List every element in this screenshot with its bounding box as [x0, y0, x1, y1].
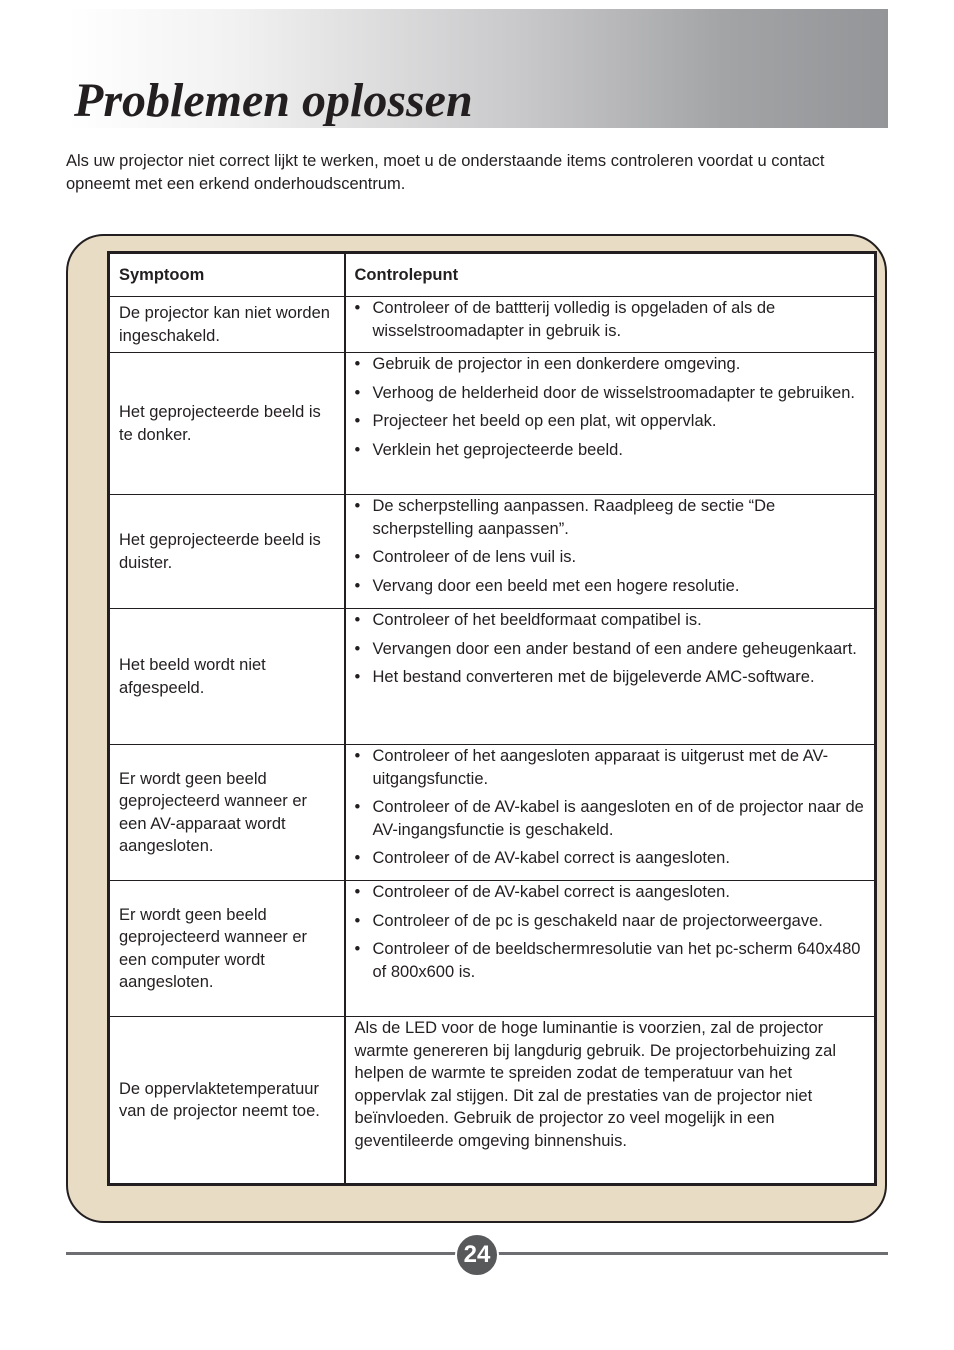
checkpoint-item: • Projecteer het beeld op een plat, wit oppervlak. — [355, 410, 866, 433]
checkpoint-item: • Gebruik de projector in een donkerdere omgeving. — [355, 353, 866, 376]
symptom-cell: De oppervlaktetemperatuur van de projector neemt toe. — [109, 1017, 345, 1185]
symptom-cell: Het geprojecteerde beeld is te donker. — [109, 353, 345, 495]
checkpoint-item: • Verklein het geprojecteerde beeld. — [355, 439, 866, 462]
checkpoint-item: • Controleer of de AV-kabel correct is aangesloten. — [355, 881, 866, 904]
table-row — [109, 297, 876, 353]
table-header-row — [109, 253, 876, 297]
checkpoint-cell — [345, 609, 876, 745]
symptom-cell: Het geprojecteerde beeld is duister. — [109, 495, 345, 609]
checkpoint-item: • Verhoog de helderheid door de wisselstroomadapter te gebruiken. — [355, 382, 866, 405]
page-number-badge: 24 — [455, 1233, 499, 1277]
intro-paragraph: Als uw projector niet correct lijkt te werken, moet u de onderstaande items controleren voordat u contact opneemt met een erkend onderhoudscentrum. — [66, 152, 825, 193]
table-row — [109, 353, 876, 495]
checkpoint-cell — [345, 745, 876, 881]
checkpoint-item: • Controleer of de AV-kabel is aangesloten en of de projector naar de AV-ingangsfunctie is geschakeld. — [355, 796, 866, 841]
symptom-cell: Het beeld wordt niet afgespeeld. — [109, 609, 345, 745]
troubleshooting-table — [107, 251, 877, 1186]
symptom-cell: Er wordt geen beeld geprojecteerd wanneer er een computer wordt aangesloten. — [109, 881, 345, 1017]
page-title: Problemen oplossen — [74, 74, 473, 127]
table-row — [109, 495, 876, 609]
symptom-cell: De projector kan niet worden ingeschakeld. — [109, 297, 345, 353]
checkpoint-item: • Controleer of de lens vuil is. — [355, 546, 866, 569]
checkpoint-cell — [345, 495, 876, 609]
checkpoint-cell — [345, 353, 876, 495]
checkpoint-cell — [345, 297, 876, 353]
table-row — [109, 609, 876, 745]
checkpoint-item: • Het bestand converteren met de bijgeleverde AMC-software. — [355, 666, 866, 689]
checkpoint-item: • Controleer of de beeldschermresolutie van het pc-scherm 640x480 of 800x600 is. — [355, 938, 866, 983]
checkpoint-cell — [345, 881, 876, 1017]
checkpoint-item: • Controleer of het beeldformaat compatibel is. — [355, 609, 866, 632]
symptom-cell: Er wordt geen beeld geprojecteerd wanneer er een AV-apparaat wordt aangesloten. — [109, 745, 345, 881]
header-checkpoint: Controlepunt — [345, 253, 876, 297]
checkpoint-item: • Controleer of de battterij volledig is opgeladen of als de wisselstroomadapter in gebruik is. — [355, 297, 866, 342]
checkpoint-paragraph: Als de LED voor de hoge luminantie is voorzien, zal de projector warmte genereren bij langdurig gebruik. De projectorbehuizing zal helpen de warmte te spreiden zodat de temperatuur van het oppervlak zal stijgen. Dit zal de prestaties van de projector niet beïnvloeden. Gebruik de projector zo veel mogelijk in een geventileerde omgeving binnenshuis. — [354, 1019, 837, 1150]
checkpoint-item: • Vervang door een beeld met een hogere resolutie. — [355, 575, 866, 598]
checkpoint-item: • De scherpstelling aanpassen. Raadpleeg de sectie “De scherpstelling aanpassen”. — [355, 495, 866, 540]
checkpoint-item: • Controleer of de pc is geschakeld naar de projectorweergave. — [355, 910, 866, 933]
table-row — [109, 1017, 876, 1185]
table-row — [109, 881, 876, 1017]
checkpoint-item: • Vervangen door een ander bestand of een andere geheugenkaart. — [355, 638, 866, 661]
checkpoint-item: • Controleer of het aangesloten apparaat is uitgerust met de AV-uitgangsfunctie. — [355, 745, 866, 790]
checkpoint-cell — [345, 1017, 876, 1185]
header-symptom: Symptoom — [109, 253, 345, 297]
table-row — [109, 745, 876, 881]
checkpoint-item: • Controleer of de AV-kabel correct is aangesloten. — [355, 847, 866, 870]
